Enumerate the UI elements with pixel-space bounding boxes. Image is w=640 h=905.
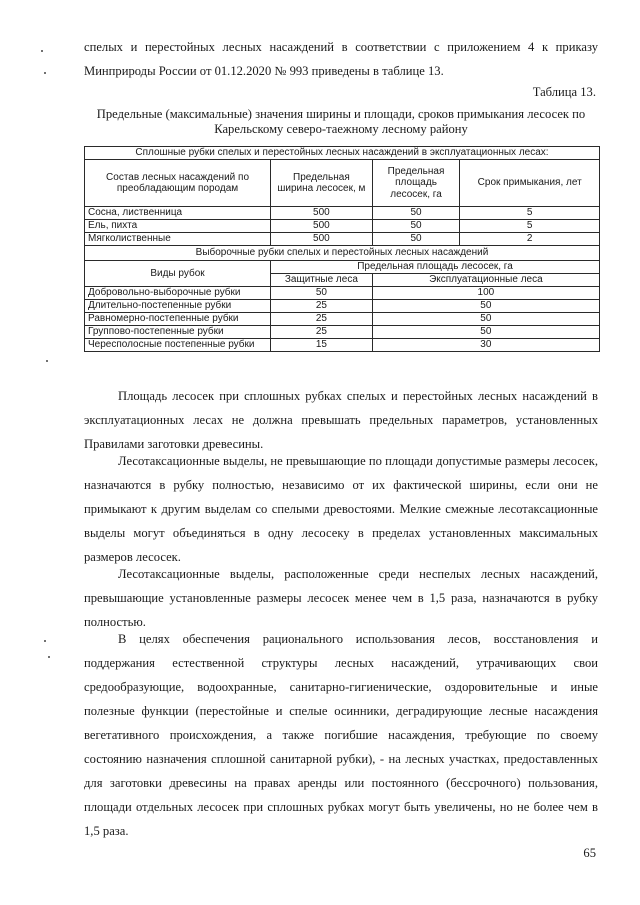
header-composition: Состав лесных насаждений по преобладающим породам [85,160,271,207]
table-row [85,220,600,233]
row-area: 50 [372,220,460,233]
row-term: 2 [460,233,600,246]
row-width: 500 [271,220,373,233]
row-exploitation: 50 [372,300,599,313]
body-paragraph: Площадь лесосек при сплошных рубках спелых и перестойных лесных насаждений в эксплуатационных лесах не должна превышать предельных параметров, установленных Правилами заготовки древесины. [84,389,598,451]
section2-title: Выборочные рубки спелых и перестойных лесных насаждений [85,246,600,261]
row-name: Ель, пихта [85,220,271,233]
header-adjacency: Срок примыкания, лет [460,160,600,207]
row-width: 500 [271,233,373,246]
row-name: Добровольно-выборочные рубки [85,287,271,300]
intro-paragraph: спелых и перестойных лесных насаждений в соответствии с приложением 4 к приказу Минприроды России от 01.12.2020 № 993 приведены в таблице 13. [84,40,598,78]
row-exploitation: 30 [372,339,599,352]
section1-title: Сплошные рубки спелых и перестойных лесных насаждений в эксплуатационных лесах: [85,147,600,160]
body-paragraph: Лесотаксационные выделы, расположенные среди неспелых лесных насаждений, превышающие установленные размеры лесосек менее чем в 1,5 раза, назначаются в рубку полностью. [84,567,598,629]
row-protective: 25 [271,300,373,313]
header-exploitation: Эксплуатационные леса [372,274,599,287]
header-width: Предельная ширина лесосек, м [271,160,373,207]
scan-speck [44,72,46,74]
table-row [85,287,600,300]
row-name: Мягколиственные [85,233,271,246]
scan-speck [48,656,50,658]
row-term: 5 [460,207,600,220]
row-protective: 50 [271,287,373,300]
row-protective: 25 [271,313,373,326]
row-name: Чересполосные постепенные рубки [85,339,271,352]
table-row [85,300,600,313]
row-name: Равномерно-постепенные рубки [85,313,271,326]
table-section-header [85,246,600,261]
row-protective: 15 [271,339,373,352]
table-row [85,313,600,326]
row-exploitation: 100 [372,287,599,300]
row-name: Группово-постепенные рубки [85,326,271,339]
table-header-row [85,160,600,207]
body-paragraph: В целях обеспечения рационального использования лесов, восстановления и поддержания естественной структуры лесных насаждений, утрачивающих свои средообразующие, водоохранные, санитарно-гигиенические, оздоровительные и иные полезные функции (перестойные и спелые осинники, деградирующие лесные насаждения вегетативного происхождения, а также погибшие насаждения, требующие по своему состоянию назначения сплошной санитарной рубки), - на лесных участках, предоставленных для заготовки древесины на правах аренды или постоянного (бессрочного) пользования, площади отдельных лесосек при сплошных рубках могут быть увеличены, но не более чем в 1,5 раза. [84,632,598,838]
row-area: 50 [372,207,460,220]
header-area: Предельная площадь лесосек, га [372,160,460,207]
row-width: 500 [271,207,373,220]
table-section-header [85,147,600,160]
header-type: Виды рубок [85,261,271,287]
row-term: 5 [460,220,600,233]
table-header-row [85,261,600,274]
row-exploitation: 50 [372,326,599,339]
body-paragraph: Лесотаксационные выделы, не превышающие по площади допустимые размеры лесосек, назначаются в рубку полностью, независимо от их фактической ширины, если они не примыкают к другим выделам со спелыми древостоями. Мелкие смежные лесотаксационные выделы могут объединяться в одну лесосеку в пределах установленных максимальных размеров лесосек. [84,454,598,564]
row-name: Длительно-постепенные рубки [85,300,271,313]
row-name: Сосна, лиственница [85,207,271,220]
table-number: Таблица 13. [532,85,596,99]
scan-speck [46,360,48,362]
scan-speck [44,640,46,642]
table-row [85,326,600,339]
page-number: 65 [583,846,596,860]
row-exploitation: 50 [372,313,599,326]
row-protective: 25 [271,326,373,339]
limits-table [84,146,600,352]
table-title: Предельные (максимальные) значения ширины и площади, сроков примыкания лесосек по Карельскому северо-таежному лесному району [96,107,586,136]
header-area2: Предельная площадь лесосек, га [271,261,600,274]
table-row [85,339,600,352]
table-row [85,207,600,220]
header-protective: Защитные леса [271,274,373,287]
row-area: 50 [372,233,460,246]
table-row [85,233,600,246]
scan-speck [41,50,43,52]
